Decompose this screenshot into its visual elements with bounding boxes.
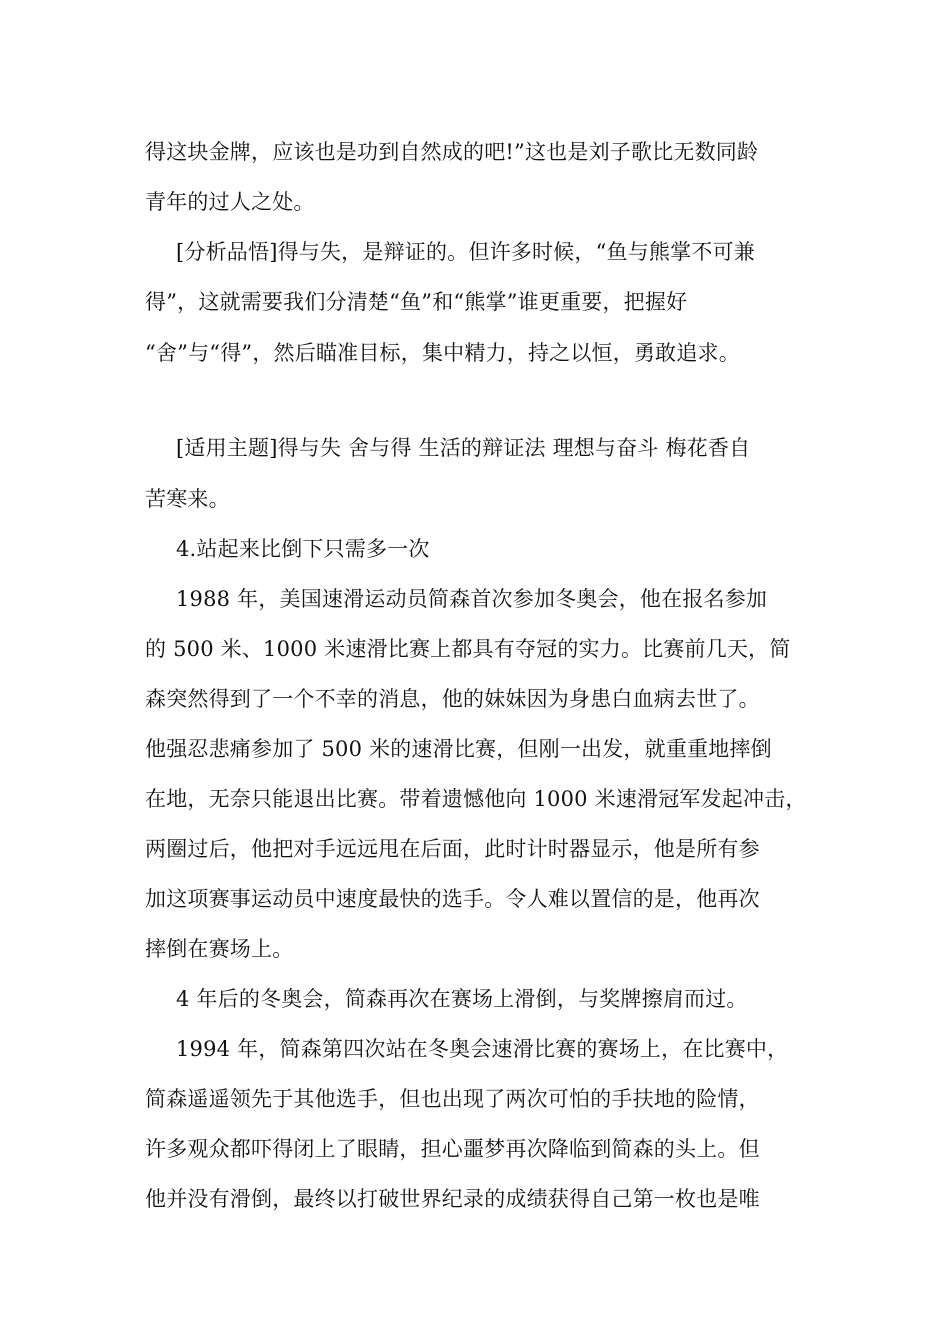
text-line: [分析品悟]得与失，是辩证的。但许多时候，“鱼与熊掌不可兼 <box>176 240 755 264</box>
section-heading: 4.站起来比倒下只需多一次 <box>176 537 430 561</box>
text-line: 他并没有滑倒，最终以打破世界纪录的成绩获得自己第一枚也是唯 <box>145 1187 760 1211</box>
text-line: “舍”与“得”，然后瞄准目标，集中精力，持之以恒，勇敢追求。 <box>145 341 740 365</box>
text-line: 他强忍悲痛参加了 500 米的速滑比赛，但刚一出发，就重重地摔倒 <box>145 737 772 761</box>
text-line: 森突然得到了一个不幸的消息，他的妹妹因为身患白血病去世了。 <box>145 687 760 711</box>
text-line: [适用主题]得与失 舍与得 生活的辩证法 理想与奋斗 梅花香自 <box>176 436 751 460</box>
text-line: 加这项赛事运动员中速度最快的选手。令人难以置信的是，他再次 <box>145 887 760 911</box>
text-line: 得这块金牌，应该也是功到自然成的吧!”这也是刘子歌比无数同龄 <box>145 140 759 164</box>
text-line: 摔倒在赛场上。 <box>145 937 294 961</box>
text-line: 苦寒来。 <box>145 487 230 511</box>
text-line: 在地，无奈只能退出比赛。带着遗憾他向 1000 米速滑冠军发起冲击， <box>145 787 807 811</box>
text-line: 的 500 米、1000 米速滑比赛上都具有夺冠的实力。比赛前几天，简 <box>145 637 791 661</box>
text-line: 许多观众都吓得闭上了眼睛，担心噩梦再次降临到简森的头上。但 <box>145 1137 760 1161</box>
text-line: 4 年后的冬奥会，简森再次在赛场上滑倒，与奖牌擦肩而过。 <box>176 987 748 1011</box>
text-line: 得”，这就需要我们分清楚“鱼”和“熊掌”谁更重要，把握好 <box>145 290 688 314</box>
text-line: 简森遥遥领先于其他选手，但也出现了两次可怕的手扶地的险情， <box>145 1087 760 1111</box>
text-line: 青年的过人之处。 <box>145 190 315 214</box>
text-line: 1994 年，简森第四次站在冬奥会速滑比赛的赛场上，在比赛中， <box>176 1037 789 1061</box>
text-line: 两圈过后，他把对手远远甩在后面，此时计时器显示，他是所有参 <box>145 837 760 861</box>
text-line: 1988 年，美国速滑运动员简森首次参加冬奥会，他在报名参加 <box>176 587 768 611</box>
